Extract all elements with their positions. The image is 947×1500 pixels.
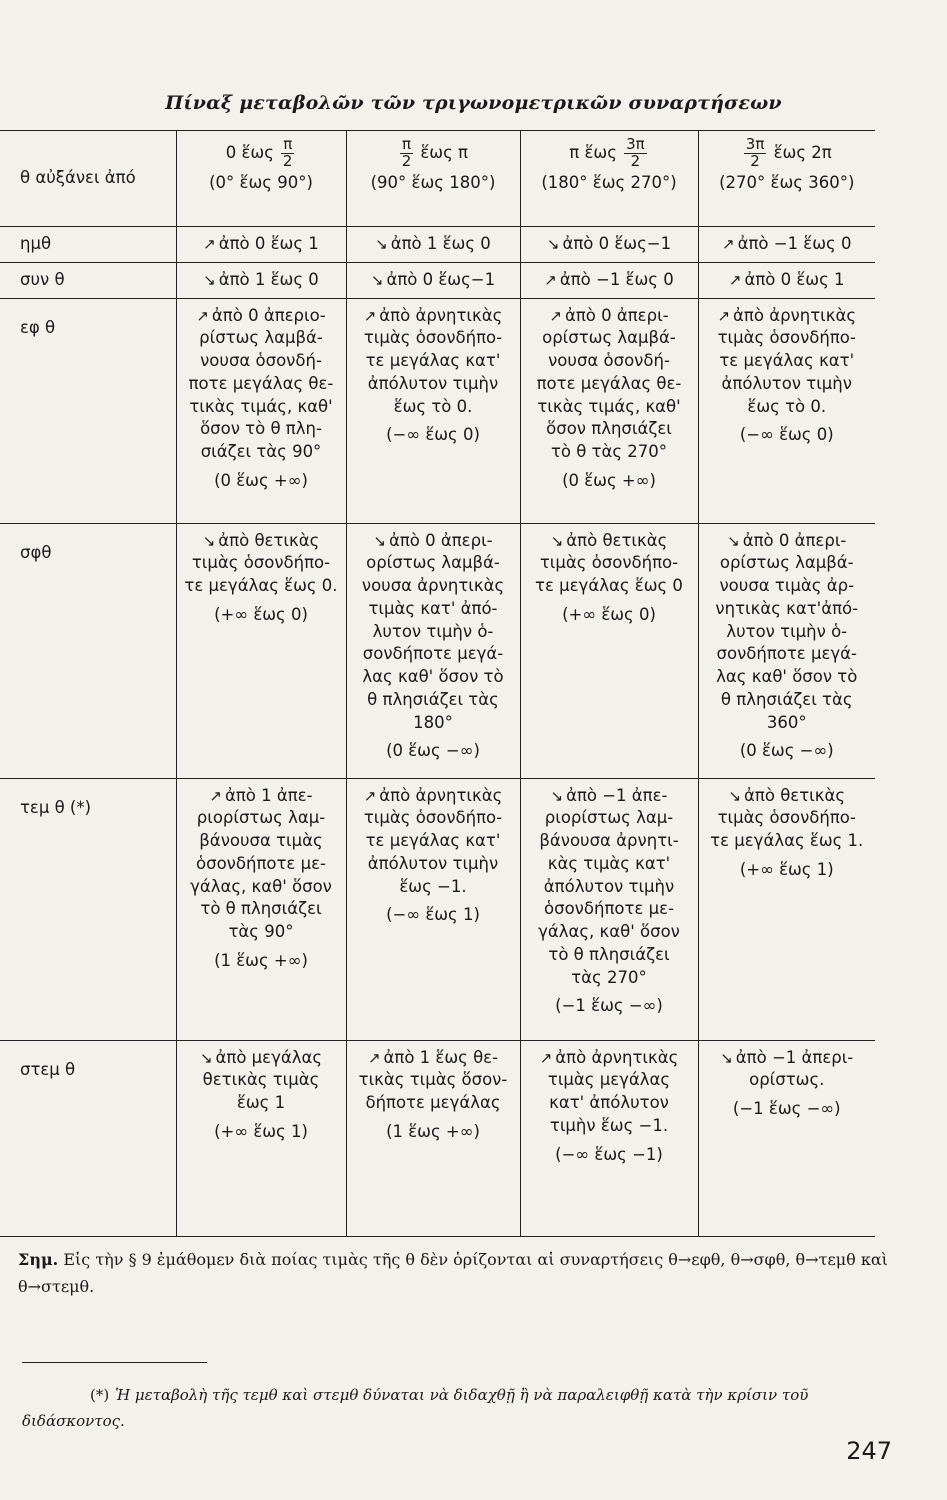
arrow-icon: ↗ — [203, 235, 216, 253]
range-value: (0 ἕως +∞) — [214, 470, 308, 490]
range-value: (+∞ ἕως 0) — [214, 604, 308, 624]
row-label: στεμ θ — [0, 1040, 176, 1236]
table-cell: ↘ ἀπὸ 1 ἕως 0 — [176, 262, 346, 298]
note-label: Σημ. — [18, 1250, 59, 1269]
range-value: (+∞ ἕως 0) — [562, 604, 656, 624]
arrow-icon: ↗ — [539, 1048, 553, 1067]
header-col-3: π ἕως $\frac{3\pi}{2}$ (180° ἕως 270°) — [520, 131, 698, 227]
range-value: (−∞ ἕως 1) — [386, 905, 480, 925]
fraction: $\frac{\pi}{2}$ — [401, 135, 412, 170]
arrow-icon: ↘ — [203, 270, 216, 289]
row-csc — [0, 1040, 875, 1236]
range-value: (0 ἕως −∞) — [739, 741, 834, 761]
arrow-icon: ↘ — [373, 531, 386, 550]
table-cell: ↘ ἀπὸ −1 ἀπερι- ορίστως. (−1 ἕως −∞) — [698, 1040, 875, 1236]
arrow-icon: ↗ — [549, 306, 562, 325]
range-value: (1 ἕως +∞) — [214, 950, 308, 970]
row-label: εφ θ — [0, 298, 176, 523]
table-cell: ↗ ἀπὸ 0 ἕως 1 — [698, 262, 875, 298]
table-cell: ↗ ἀπὸ −1 ἕως 0 — [520, 262, 698, 298]
range-value: (−1 ἕως −∞) — [555, 996, 663, 1016]
row-label: τεμ θ (*) — [0, 778, 176, 1040]
table-cell: ↘ ἀπὸ θετικὰς τιμὰς ὁσονδήπο- τε μεγάλας ἕως 0 (+∞ ἕως 0) — [520, 523, 698, 778]
table-cell: ↗ ἀπὸ ἀρνητικὰς τιμὰς ὁσονδήπο- τε μεγάλας κατ' ἀπόλυτον τιμὴν ἕως −1. (−∞ ἕως 1) — [346, 778, 520, 1040]
range-value: (+∞ ἕως 1) — [739, 859, 834, 879]
row-label: σφθ — [0, 523, 176, 778]
arrow-icon: ↗ — [728, 270, 742, 289]
range-value: (−∞ ἕως −1) — [555, 1144, 663, 1164]
arrow-icon: ↗ — [363, 306, 377, 325]
row-tan — [0, 298, 875, 523]
footnote-text: Ἡ μεταβολὴ τῆς τεμθ καὶ στεμθ δύναται νὰ διδαχθῇ ἢ νὰ παραλειφθῇ κατὰ τὴν κρίσιν τοῦ διδάσκοντος. — [22, 1386, 809, 1431]
arrow-icon: ↗ — [544, 270, 557, 289]
range-value: (+∞ ἕως 1) — [214, 1121, 308, 1141]
arrow-icon: ↘ — [546, 235, 560, 253]
range-value: (−∞ ἕως 0) — [739, 425, 834, 445]
fraction: $\frac{3\pi}{2}$ — [745, 135, 765, 170]
arrow-icon: ↘ — [550, 531, 564, 550]
footnote-mark: (*) — [90, 1386, 110, 1404]
range-value: (0 ἕως +∞) — [562, 470, 656, 490]
header-label: θ αὐξάνει ἀπό — [0, 131, 176, 227]
arrow-icon: ↘ — [375, 235, 388, 253]
arrow-icon: ↘ — [199, 1048, 213, 1067]
arrow-icon: ↗ — [367, 1048, 381, 1067]
arrow-icon: ↗ — [196, 306, 209, 325]
table-cell: ↗ ἀπὸ 1 ἀπε- ριορίστως λαμ- βάνουσα τιμὰς ὁσονδήποτε με- γάλας, καθ' ὅσον τὸ θ πλησιάζει τὰς 90° (1 ἕως +∞) — [176, 778, 346, 1040]
variation-table — [0, 130, 875, 1237]
arrow-icon: ↘ — [202, 531, 216, 550]
note-paragraph — [18, 1246, 898, 1300]
row-cos — [0, 262, 875, 298]
row-label: συν θ — [0, 262, 176, 298]
note-text: Εἰς τὴν § 9 ἐμάθομεν διὰ ποίας τιμὰς τῆς θ δὲν ὁρίζονται αἱ συναρτήσεις θ→εφθ, θ→σφθ, θ→τεμθ καὶ θ→στεμθ. — [18, 1250, 888, 1297]
range-value: (−∞ ἕως 0) — [386, 425, 480, 445]
table-cell: ↗ ἀπὸ 0 ἀπερι- ορίστως λαμβά- νουσα ὁσονδή- ποτε μεγάλας θε- τικὰς τιμάς, καθ' ὅσον πλησιάζει τὸ θ τὰς 270° (0 ἕως +∞) — [520, 298, 698, 523]
table-cell: ↘ ἀπὸ 0 ἀπερι- ορίστως λαμβά- νουσα τιμὰς ἀρ- νητικὰς κατ'ἀπό- λυτον τιμὴν ὁ- σονδήποτε μεγά- λας καθ' ὅσον τὸ θ πλησιάζει τὰς 360° (0 ἕως −∞) — [698, 523, 875, 778]
arrow-icon: ↘ — [550, 786, 564, 805]
row-sin — [0, 227, 875, 263]
footnote — [22, 1382, 897, 1435]
table-cell: ↗ ἀπὸ 0 ἕως 1 — [176, 227, 346, 263]
arrow-icon: ↘ — [720, 1048, 733, 1067]
table-cell: ↘ ἀπὸ θετικὰς τιμὰς ὁσονδήπο- τε μεγάλας ἕως 1. (+∞ ἕως 1) — [698, 778, 875, 1040]
fraction: $\frac{3\pi}{2}$ — [626, 135, 645, 170]
arrow-icon: ↗ — [209, 786, 222, 805]
arrow-icon: ↘ — [728, 786, 742, 805]
table-cell: ↘ ἀπὸ μεγάλας θετικὰς τιμὰς ἕως 1 (+∞ ἕως 1) — [176, 1040, 346, 1236]
table-cell: ↗ ἀπὸ −1 ἕως 0 — [698, 227, 875, 263]
table-cell: ↗ ἀπὸ ἀρνητικὰς τιμὰς μεγάλας κατ' ἀπόλυτον τιμὴν ἕως −1. (−∞ ἕως −1) — [520, 1040, 698, 1236]
page-number: 247 — [846, 1437, 892, 1465]
table-cell: ↘ ἀπὸ 0 ἀπερι- ορίστως λαμβά- νουσα ἀρνητικὰς τιμὰς κατ' ἀπό- λυτον τιμὴν ὁ- σονδήποτε μεγά- λας καθ' ὅσον τὸ θ πλησιάζει τὰς 180° (0 ἕως −∞) — [346, 523, 520, 778]
arrow-icon: ↗ — [722, 235, 735, 253]
range-value: (−1 ἕως −∞) — [732, 1099, 841, 1119]
row-cot — [0, 523, 875, 778]
table-cell: ↗ ἀπὸ 0 ἀπεριο- ρίστως λαμβά- νουσα ὁσονδή- ποτε μεγάλας θε- τικὰς τιμάς, καθ' ὅσον τὸ θ πλη- σιάζει τὰς 90° (0 ἕως +∞) — [176, 298, 346, 523]
table-cell: ↗ ἀπὸ ἀρνητικὰς τιμὰς ὁσονδήπο- τε μεγάλας κατ' ἀπόλυτον τιμὴν ἕως τὸ 0. (−∞ ἕως 0) — [346, 298, 520, 523]
table-cell: ↘ ἀπὸ 1 ἕως 0 — [346, 227, 520, 263]
range-value: (0 ἕως −∞) — [386, 741, 480, 761]
row-sec — [0, 778, 875, 1040]
footnote-divider — [22, 1362, 207, 1363]
table-cell: ↘ ἀπὸ 0 ἕως−1 — [520, 227, 698, 263]
row-label: ημθ — [0, 227, 176, 263]
table-cell: ↘ ἀπὸ −1 ἀπε- ριορίστως λαμ- βάνουσα ἀρνητι- κὰς τιμὰς κατ' ἀπόλυτον τιμὴν ὁσονδήποτε με- γάλας, καθ' ὅσον τὸ θ πλησιάζει τὰς 270° (−1 ἕως −∞) — [520, 778, 698, 1040]
header-col-4: $\frac{3\pi}{2}$ ἕως 2π (270° ἕως 360°) — [698, 131, 875, 227]
range-value: (1 ἕως +∞) — [386, 1121, 480, 1141]
arrow-icon: ↘ — [727, 531, 740, 550]
header-col-1: 0 ἕως $\frac{\pi}{2}$ (0° ἕως 90°) — [176, 131, 346, 227]
arrow-icon: ↗ — [717, 306, 731, 325]
fraction: $\frac{\pi}{2}$ — [282, 135, 293, 170]
page-title: Πίναξ μεταβολῶν τῶν τριγωνομετρικῶν συναρτήσεων — [165, 92, 782, 114]
header-row — [0, 131, 875, 227]
table-cell: ↗ ἀπὸ 1 ἕως θε- τικὰς τιμὰς ὅσον- δήποτε μεγάλας (1 ἕως +∞) — [346, 1040, 520, 1236]
arrow-icon: ↘ — [370, 270, 384, 289]
header-col-2: $\frac{\pi}{2}$ ἕως π (90° ἕως 180°) — [346, 131, 520, 227]
table-cell: ↘ ἀπὸ θετικὰς τιμὰς ὁσονδήπο- τε μεγάλας ἕως 0. (+∞ ἕως 0) — [176, 523, 346, 778]
table-cell: ↘ ἀπὸ 0 ἕως−1 — [346, 262, 520, 298]
table-cell: ↗ ἀπὸ ἀρνητικὰς τιμὰς ὁσονδήπο- τε μεγάλας κατ' ἀπόλυτον τιμὴν ἕως τὸ 0. (−∞ ἕως 0) — [698, 298, 875, 523]
arrow-icon: ↗ — [363, 786, 377, 805]
